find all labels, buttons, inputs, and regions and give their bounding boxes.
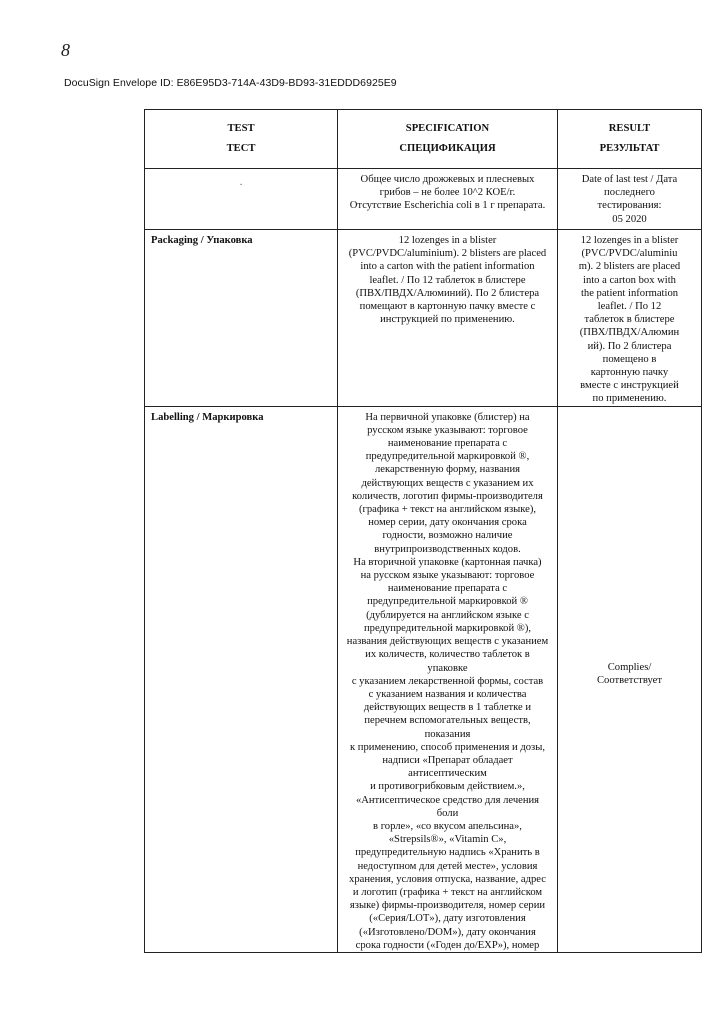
packaging-result-line: помещено в xyxy=(602,353,657,365)
micro-result-line: Date of last test / Дата xyxy=(581,174,678,185)
labelling-result-line: Complies/ xyxy=(607,661,652,673)
packaging-result-line: into a carton box with xyxy=(583,274,676,286)
micro-spec-line: Общее число дрожжевых и плесневых xyxy=(360,174,535,185)
packaging-result-line: таблеток в блистере xyxy=(584,314,675,326)
labelling-spec-line: недоступном для детей месте», условия xyxy=(357,860,538,872)
micro-spec-line: грибов – не более 10^2 КОЕ/г. xyxy=(379,187,516,199)
labelling-spec-line: (графика + текст на английском языке), xyxy=(358,504,537,516)
labelling-spec-line: названия действующих веществ с указанием xyxy=(346,636,549,648)
micro-result-cell xyxy=(558,169,702,230)
micro-test-mark: · xyxy=(239,180,243,191)
labelling-result-cell xyxy=(558,406,702,952)
labelling-spec-line: действующих веществ с указанием их xyxy=(361,477,534,489)
labelling-spec-line: языке) фирмы-производителя, номер серии xyxy=(349,900,546,912)
labelling-spec-line: наименование препарата с xyxy=(387,583,508,595)
packaging-result-cell xyxy=(558,230,702,407)
table-header-row xyxy=(145,110,702,169)
header-test-en: TEST xyxy=(227,123,255,134)
labelling-spec-line: показания xyxy=(424,728,471,740)
labelling-spec-line: предупредительной маркировкой ®, xyxy=(365,451,530,463)
table-row-labelling xyxy=(145,406,702,952)
labelling-spec-line: и противогрибковым действием.», xyxy=(370,781,525,793)
micro-spec-cell xyxy=(338,169,558,230)
labelling-spec-line: количеств, логотип фирмы-производителя xyxy=(352,490,543,502)
labelling-spec-line: («Изготовлено/DOM»), дату окончания xyxy=(359,926,536,938)
labelling-spec-line: номер серии, дату окончания срока xyxy=(368,517,527,529)
packaging-spec-line: (PVC/PVDC/aluminium). 2 blisters are placed xyxy=(348,248,547,260)
docusign-envelope-id: DocuSign Envelope ID: E86E95D3-714A-43D9-BD93-31EDDD6925E9 xyxy=(64,77,397,89)
labelling-spec-line: их количеств, количество таблеток в xyxy=(365,649,530,661)
micro-result-line: последнего xyxy=(604,187,655,199)
labelling-spec-line: на русском языке указывают: торговое xyxy=(360,570,535,582)
packaging-result-line: (ПВХ/ПВДХ/Алюмин xyxy=(579,327,680,339)
labelling-spec-line: На первичной упаковке (блистер) на xyxy=(365,411,530,423)
labelling-spec-line: («Серия/LOT»), дату изготовления xyxy=(369,913,526,925)
labelling-result xyxy=(558,661,701,687)
labelling-spec-line: в горле», «со вкусом апельсина», xyxy=(373,820,522,832)
packaging-spec-line: leaflet. / По 12 таблеток в блистере xyxy=(369,274,526,286)
labelling-spec-line: предупредительной маркировкой ®), xyxy=(363,622,532,634)
header-spec-en: SPECIFICATION xyxy=(405,123,490,134)
packaging-result-line: leaflet. / По 12 xyxy=(597,301,662,313)
table-row-packaging xyxy=(145,230,702,407)
packaging-spec-line: помещают в картонную пачку вместе с xyxy=(359,301,536,313)
labelling-spec-line: действующих веществ в 1 таблетке и xyxy=(363,702,532,714)
labelling-spec-line: срока годности («Годен до/EXP»), номер xyxy=(355,939,540,951)
packaging-result-line: ий). По 2 блистера xyxy=(587,340,672,352)
table-row-microbiology xyxy=(145,169,702,230)
labelling-spec-line: упаковке xyxy=(427,662,468,674)
header-result-cell xyxy=(558,110,702,169)
labelling-spec-line: «Strepsils®», «Vitamin C», xyxy=(388,834,507,846)
micro-spec-line: Отсутствие Escherichia coli в 1 г препарата. xyxy=(349,200,546,212)
labelling-spec-line: и логотип (графика + текст на английском xyxy=(352,886,543,898)
packaging-spec-line: инструкцией по применению. xyxy=(380,314,515,326)
packaging-result-line: 12 lozenges in a blister xyxy=(580,235,679,246)
labelling-spec-line: русском языке указывают: торговое xyxy=(367,424,528,436)
packaging-spec-line: (ПВХ/ПВДХ/Алюминий). По 2 блистера xyxy=(355,287,540,299)
labelling-spec-line: к применению, способ применения и дозы, xyxy=(350,741,545,753)
packaging-result-line: the patient information xyxy=(580,287,679,299)
header-spec-cell xyxy=(338,110,558,169)
packaging-result-line: (PVC/PVDC/aluminiu xyxy=(581,248,678,260)
labelling-spec-line: лекарственную форму, названия xyxy=(374,464,520,476)
packaging-result-line: картонную пачку xyxy=(590,367,669,379)
packaging-result-line: вместе с инструкцией xyxy=(580,380,679,392)
micro-result-line: тестирования: xyxy=(597,200,662,212)
labelling-spec-line: надписи «Препарат обладает xyxy=(382,754,513,766)
header-result-ru: РЕЗУЛЬТАТ xyxy=(599,143,660,155)
labelling-result-line: Соответствует xyxy=(596,674,662,686)
labelling-spec-line: внутрипроизводственных кодов. xyxy=(374,543,521,555)
packaging-result-line: m). 2 blisters are placed xyxy=(578,261,681,273)
header-test-cell xyxy=(145,110,338,169)
packaging-test-cell xyxy=(145,230,338,407)
labelling-spec-line: «Антисептическое средство для лечения xyxy=(355,794,540,806)
labelling-spec-line: перечнем вспомогательных веществ, xyxy=(364,715,531,727)
packaging-result-line: по применению. xyxy=(592,393,667,405)
labelling-test-cell xyxy=(145,406,338,952)
labelling-spec-line: годности, возможно наличие xyxy=(382,530,513,542)
header-result-en: RESULT xyxy=(608,123,651,134)
specification-table xyxy=(144,109,702,953)
header-test-ru: ТЕСТ xyxy=(226,143,256,155)
packaging-spec-cell xyxy=(338,230,558,407)
labelling-spec-line: хранения, условия отпуска, название, адрес xyxy=(349,873,546,885)
labelling-spec-line: с указанием названия и количества xyxy=(368,688,527,700)
labelling-spec-line: с указанием лекарственной формы, состав xyxy=(351,675,544,687)
labelling-spec-line: На вторичной упаковке (картонная пачка) xyxy=(353,556,542,568)
labelling-spec-line: предупредительную надпись «Хранить в xyxy=(355,847,540,859)
labelling-spec-cell xyxy=(338,406,558,952)
header-spec-ru: СПЕЦИФИКАЦИЯ xyxy=(399,143,496,155)
labelling-spec-line: антисептическим xyxy=(408,768,487,780)
packaging-test-label: Packaging / Упаковка xyxy=(151,235,253,246)
micro-test-cell xyxy=(145,169,338,230)
labelling-spec-line: предупредительной маркировкой ® xyxy=(367,596,528,608)
labelling-test-label: Labelling / Маркировка xyxy=(151,411,264,423)
micro-result-line: 05 2020 xyxy=(612,213,647,225)
labelling-spec-line: (дублируется на английском языке с xyxy=(366,609,529,621)
page-number-mark: 8 xyxy=(61,40,70,60)
labelling-spec-line: наименование препарата с xyxy=(387,438,508,450)
packaging-spec-line: into a carton with the patient information xyxy=(360,261,535,273)
labelling-spec-line: боли xyxy=(436,807,459,819)
packaging-spec-line: 12 lozenges in a blister xyxy=(398,235,497,246)
